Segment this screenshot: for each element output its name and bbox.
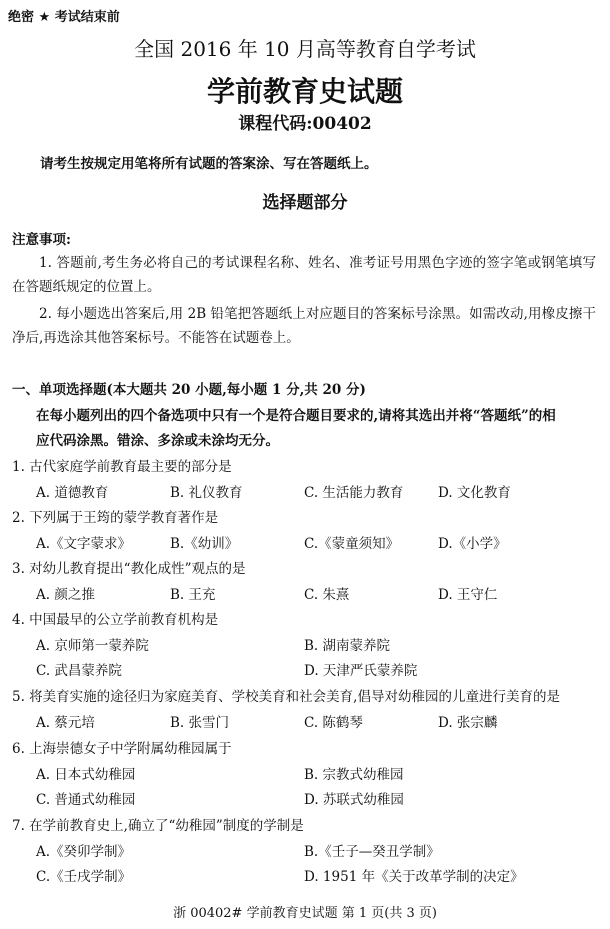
question-stem: 2. 下列属于王筠的蒙学教育著作是: [12, 510, 219, 526]
part-description: 应代码涂黑。错涂、多涂或未涂均无分。: [36, 433, 279, 449]
option-d: D. 苏联式幼稚园: [304, 792, 404, 808]
option-c: C. 武昌蒙养院: [36, 663, 122, 679]
part-heading: 一、单项选择题(本大题共 20 小题,每小题 1 分,共 20 分): [12, 382, 366, 398]
option-c: C. 生活能力教育: [304, 485, 404, 501]
option-d: D. 王守仁: [438, 587, 498, 603]
page-footer: 浙 00402# 学前教育史试题 第 1 页(共 3 页): [173, 906, 437, 921]
option-d: D. 文化教育: [438, 485, 511, 501]
answer-instruction: 请考生按规定用笔将所有试题的答案涂、写在答题纸上。: [40, 156, 378, 172]
option-c: C.《壬戌学制》: [36, 869, 132, 885]
question-stem: 6. 上海崇德女子中学附属幼稚园属于: [12, 741, 232, 757]
option-b: B. 礼仪教育: [170, 485, 243, 501]
option-c: C. 朱熹: [304, 587, 350, 603]
confidential-mark: 绝密 ★ 考试结束前: [8, 10, 120, 25]
option-a: A. 道德教育: [36, 485, 109, 501]
option-b: B.《壬子—癸丑学制》: [304, 844, 440, 860]
option-a: A. 蔡元培: [36, 715, 95, 731]
option-c: C. 陈鹤琴: [304, 715, 363, 731]
option-b: B. 湖南蒙养院: [304, 638, 391, 654]
notes-heading: 注意事项:: [12, 232, 71, 248]
part-description: 在每小题列出的四个备选项中只有一个是符合题目要求的,请将其选出并将“答题纸”的相: [36, 408, 556, 424]
section-title: 选择题部分: [262, 193, 348, 213]
question-stem: 4. 中国最早的公立学前教育机构是: [12, 612, 219, 628]
option-a: A. 京师第一蒙养院: [36, 638, 149, 654]
question-stem: 5. 将美育实施的途径归为家庭美育、学校美育和社会美育,倡导对幼稚园的儿童进行美育的是: [12, 689, 560, 705]
option-d: D.《小学》: [438, 536, 507, 552]
question-stem: 1. 古代家庭学前教育最主要的部分是: [12, 459, 232, 475]
exam-title: 全国 2016 年 10 月高等教育自学考试: [134, 37, 476, 61]
note-item: 1. 答题前,考生务必将自己的考试课程名称、姓名、准考证号用黑色字迹的签字笔或钢笔填写在答题纸规定的位置上。: [12, 255, 596, 295]
option-c: C.《蒙童须知》: [304, 536, 400, 552]
option-a: A.《文字蒙求》: [36, 536, 132, 552]
question-stem: 3. 对幼儿教育提出“教化成性”观点的是: [12, 561, 246, 577]
option-a: A. 日本式幼稚园: [36, 767, 136, 783]
option-b: B. 张雪门: [170, 715, 230, 731]
option-d: D. 1951 年《关于改革学制的决定》: [304, 869, 524, 885]
question-stem: 7. 在学前教育史上,确立了“幼稚园”制度的学制是: [12, 818, 304, 834]
course-code: 课程代码:00402: [238, 114, 372, 134]
option-b: B. 王充: [170, 587, 216, 603]
option-a: A. 颜之推: [36, 587, 95, 603]
note-item: 2. 每小题选出答案后,用 2B 铅笔把答题纸上对应题目的答案标号涂黑。如需改动,用橡皮擦干净后,再选涂其他答案标号。不能答在试题卷上。: [12, 306, 596, 346]
option-d: D. 张宗麟: [438, 715, 498, 731]
option-a: A.《癸卯学制》: [36, 844, 132, 860]
paper-title: 学前教育史试题: [206, 75, 403, 108]
option-b: B.《幼训》: [170, 536, 239, 552]
option-c: C. 普通式幼稚园: [36, 792, 136, 808]
option-d: D. 天津严氏蒙养院: [304, 663, 418, 679]
option-b: B. 宗教式幼稚园: [304, 767, 404, 783]
